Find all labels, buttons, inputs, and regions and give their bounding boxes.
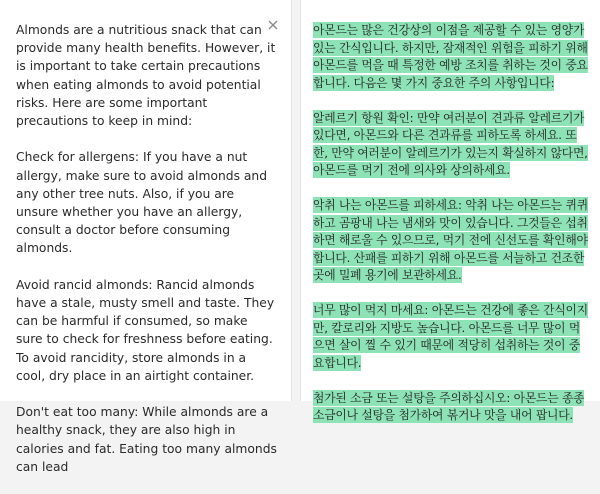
highlighted-text: 너무 많이 먹지 마세요: 아몬드는 건강에 좋은 간식이지만, 칼로리와 지방도 높습니다. 아몬드를 너무 많이 먹으면 살이 찔 수 있기 때문에 적당히 섭취하는 것이 중요합니다. [313, 303, 588, 370]
highlighted-text: 아몬드는 많은 건강상의 이점을 제공할 수 있는 영양가 있는 간식입니다. 하지만, 잠재적인 위험을 피하기 위해 아몬드를 먹을 때 특정한 예방 조치를 취하는 것이 중요합니다. 다음은 몇 가지 중요한 주의 사항입니다: [313, 23, 588, 90]
highlighted-text: 악취 나는 아몬드를 피하세요: 악취 나는 아몬드는 퀴퀴하고 곰팡내 나는 냄새와 맛이 있습니다. 그것들은 섭취하면 해로울 수 있으므로, 먹기 전에 신선도를 확인해야 합니다. 산패를 피하기 위해 아몬드를 서늘하고 건조한 곳에 밀폐 용기에 보관하세요. [313, 198, 588, 282]
translated-paragraph [313, 110, 589, 180]
pane-divider [292, 0, 300, 401]
highlighted-text: 알레르기 항원 확인: 만약 여러분이 견과류 알레르기가 있다면, 아몬드와 다른 견과류를 피하도록 하세요. 또한, 만약 여러분이 알레르기가 있는지 확실하지 않다면, 아몬드를 먹기 전에 의사와 상의하세요. [313, 110, 588, 177]
source-paragraph: Almonds are a nutritious snack that can provide many health benefits. However, it is important to take certain precautions when eating almonds to avoid potential risks. Here are some important precautions to keep in mind: [16, 23, 276, 129]
translated-paragraph [313, 22, 589, 92]
translated-paragraph [313, 390, 589, 425]
translated-paragraph [313, 197, 589, 285]
source-paragraph: Check for allergens: If you have a nut allergy, make sure to avoid almonds and any other tree nuts. Also, if you are unsure whether you have an allergy, consult a doctor before consuming almonds. [16, 150, 268, 256]
highlighted-text: 첨가된 소금 또는 설탕을 주의하십시오: 아몬드는 종종 소금이나 설탕을 첨가하여 볶거나 맛을 내어 팝니다. [313, 390, 585, 422]
translated-paragraph [313, 302, 589, 372]
source-paragraph: Avoid rancid almonds: Rancid almonds have a stale, musty smell and taste. They can be harmful if consumed, so make sure to check for freshness before eating. To avoid rancidity, store almonds in a cool, dry place in an airtight container. [16, 277, 275, 383]
source-text [16, 21, 278, 494]
translated-text [313, 22, 589, 442]
source-paragraph: Don't eat too many: While almonds are a healthy snack, they are also high in calories and fat. Eating too many almonds can lead [16, 405, 277, 474]
